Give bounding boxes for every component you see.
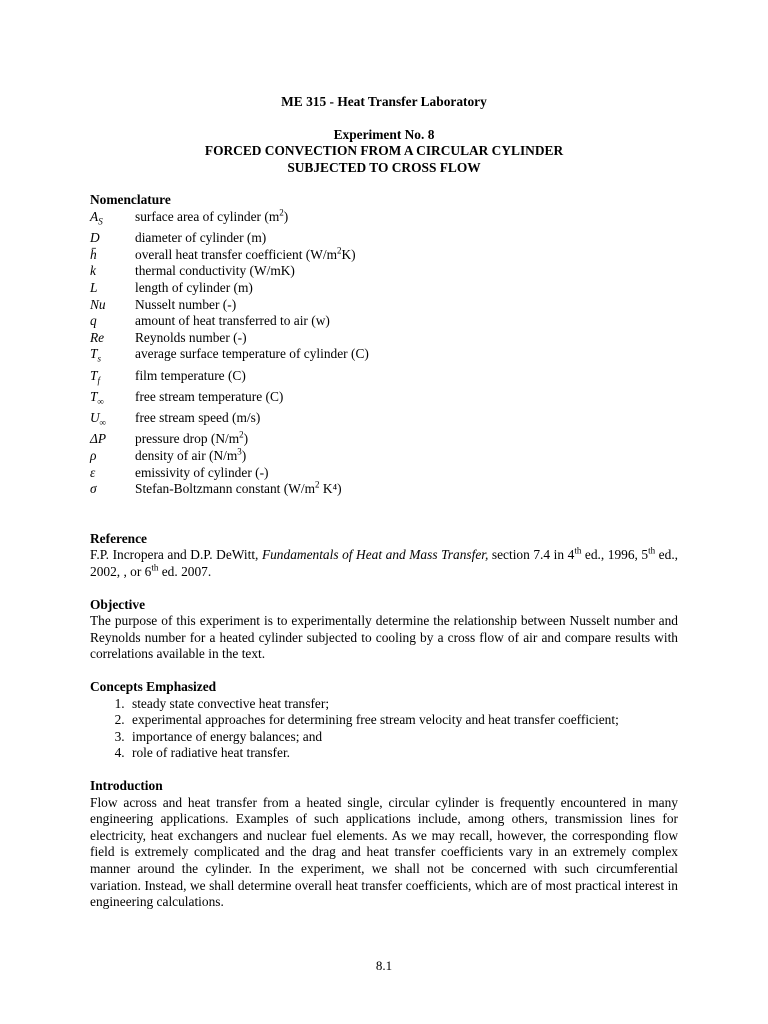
- objective-heading: Objective: [90, 596, 146, 612]
- definition-text: pressure drop (N/m: [135, 431, 240, 447]
- introduction-heading: Introduction: [90, 777, 163, 793]
- definition-superscript: 3: [237, 446, 242, 457]
- symbol-text: ε: [90, 464, 96, 480]
- nomenclature-symbol: [90, 263, 135, 280]
- nomenclature-symbol: [90, 297, 135, 314]
- nomenclature-row: [90, 448, 678, 465]
- nomenclature-definition: [135, 389, 283, 410]
- concepts-heading: Concepts Emphasized: [90, 678, 217, 694]
- objective-section: [90, 597, 678, 663]
- definition-tail: ): [243, 431, 249, 447]
- page-content: [90, 94, 678, 911]
- definition-text: average surface temperature of cylinder (C): [135, 346, 369, 362]
- nomenclature-row: [90, 330, 678, 347]
- symbol-text: Nu: [90, 296, 106, 312]
- nomenclature-symbol: [90, 346, 135, 367]
- nomenclature-symbol: [90, 448, 135, 465]
- reference-heading: Reference: [90, 530, 147, 546]
- nomenclature-symbol: [90, 389, 135, 410]
- symbol-text: Re: [90, 329, 105, 345]
- nomenclature-row: [90, 431, 678, 448]
- nomenclature-symbol: [90, 410, 135, 431]
- nomenclature-definition: [135, 209, 288, 230]
- reference-segment: ed. 2007.: [158, 564, 212, 580]
- nomenclature-row: [90, 297, 678, 314]
- symbol-subscript: S: [98, 216, 103, 227]
- symbol-text: T: [90, 367, 98, 383]
- nomenclature-row: [90, 465, 678, 482]
- definition-text: length of cylinder (m): [135, 280, 253, 296]
- symbol-text: ΔP: [90, 431, 107, 447]
- nomenclature-definition: [135, 410, 260, 431]
- symbol-text: U: [90, 410, 100, 426]
- nomenclature-symbol: [90, 481, 135, 498]
- definition-text: diameter of cylinder (m): [135, 230, 267, 246]
- symbol-text: L: [90, 280, 98, 296]
- symbol-text: T: [90, 388, 98, 404]
- reference-superscript: th: [151, 562, 159, 573]
- nomenclature-definition: [135, 431, 248, 448]
- symbol-text: h̄: [90, 246, 97, 262]
- nomenclature-definition: [135, 465, 269, 482]
- concepts-list: [90, 696, 678, 762]
- concept-item: 1. steady state convective heat transfer;: [128, 696, 678, 713]
- nomenclature-row: [90, 230, 678, 247]
- nomenclature-definition: [135, 330, 247, 347]
- definition-superscript: 2: [314, 479, 320, 490]
- nomenclature-section: [90, 192, 678, 497]
- experiment-title-line-2: SUBJECTED TO CROSS FLOW: [287, 159, 481, 175]
- nomenclature-symbol: [90, 465, 135, 482]
- definition-text: Nusselt number (-): [135, 296, 237, 312]
- reference-superscript: th: [648, 545, 656, 556]
- symbol-text: T: [90, 346, 98, 362]
- nomenclature-row: [90, 280, 678, 297]
- nomenclature-symbol: [90, 230, 135, 247]
- reference-section: [90, 531, 678, 581]
- experiment-title-line-1: FORCED CONVECTION FROM A CIRCULAR CYLINDER: [204, 143, 564, 159]
- nomenclature-row: [90, 410, 678, 431]
- nomenclature-heading: Nomenclature: [90, 192, 171, 208]
- nomenclature-definition: [135, 263, 295, 280]
- page-number: 8.1: [375, 958, 393, 973]
- definition-text: amount of heat transferred to air (w): [135, 313, 330, 329]
- nomenclature-row: [90, 209, 678, 230]
- nomenclature-definition: [135, 346, 369, 367]
- reference-segment: ed., 2002, , or 6: [90, 547, 679, 580]
- definition-text: emissivity of cylinder (-): [135, 464, 269, 480]
- symbol-subscript: ∞: [97, 396, 104, 407]
- nomenclature-list: [90, 209, 678, 498]
- symbol-subscript: ∞: [99, 417, 107, 428]
- symbol-text: σ: [90, 481, 97, 497]
- nomenclature-symbol: [90, 368, 135, 389]
- definition-text: film temperature (C): [135, 367, 246, 383]
- concepts-section: [90, 679, 678, 762]
- nomenclature-symbol: [90, 209, 135, 230]
- concept-item: 4. role of radiative heat transfer.: [128, 745, 678, 762]
- experiment-number: Experiment No. 8: [333, 126, 435, 142]
- definition-text: surface area of cylinder (m: [135, 208, 280, 224]
- reference-segment: section 7.4 in 4: [488, 547, 575, 563]
- nomenclature-definition: [135, 247, 356, 264]
- symbol-text: A: [90, 208, 99, 224]
- introduction-section: [90, 778, 678, 911]
- nomenclature-definition: [135, 297, 236, 314]
- nomenclature-definition: [135, 368, 246, 389]
- objective-text: The purpose of this experiment is to experimentally determine the relationship between Nusselt number and Reynolds number for a heated cylinder subjected to cooling by a cross flow of air and compare results with correlations available in the text.: [90, 613, 678, 662]
- nomenclature-symbol: [90, 431, 135, 448]
- symbol-subscript: f: [97, 375, 100, 386]
- definition-tail: K): [341, 246, 356, 262]
- definition-superscript: 2: [279, 207, 284, 218]
- reference-authors: F.P. Incropera and D.P. DeWitt,: [90, 547, 262, 563]
- nomenclature-row: [90, 368, 678, 389]
- symbol-subscript: s: [97, 354, 101, 365]
- nomenclature-symbol: [90, 280, 135, 297]
- nomenclature-symbol: [90, 313, 135, 330]
- reference-book-title: Fundamentals of Heat and Mass Transfer,: [261, 547, 489, 563]
- definition-tail: ): [283, 208, 289, 224]
- definition-text: density of air (N/m: [135, 448, 238, 464]
- definition-text: overall heat transfer coefficient (W/m: [135, 246, 337, 262]
- definition-superscript: 2: [337, 245, 342, 256]
- definition-text: Stefan-Boltzmann constant (W/m: [135, 481, 315, 497]
- nomenclature-row: [90, 263, 678, 280]
- nomenclature-row: [90, 346, 678, 367]
- nomenclature-definition: [135, 230, 266, 247]
- nomenclature-row: [90, 313, 678, 330]
- nomenclature-symbol: [90, 330, 135, 347]
- reference-text: [90, 547, 678, 580]
- concept-item: 2. experimental approaches for determining free stream velocity and heat transfer coefficient;: [128, 712, 678, 729]
- nomenclature-symbol: [90, 247, 135, 264]
- definition-text: free stream speed (m/s): [135, 410, 261, 426]
- reference-superscript: th: [574, 545, 582, 556]
- symbol-text: q: [90, 313, 97, 329]
- definition-tail: K⁴): [319, 481, 342, 497]
- nomenclature-definition: [135, 448, 246, 465]
- symbol-text: D: [90, 230, 100, 246]
- course-title: ME 315 - Heat Transfer Laboratory: [281, 94, 487, 109]
- introduction-text: Flow across and heat transfer from a heated single, circular cylinder is frequently encountered in many engineering applications. Examples of such applications include, among others, transmission lines for electricity, heat exchangers and nuclear fuel elements. As we may recall, however, the corresponding flow field is extremely complicated and the drag and heat transfer coefficients vary in an extremely complex manner around the cylinder. In the experiment, we shall not be concerned with such circumferential variation. Instead, we shall determine overall heat transfer coefficients, which are of most practical interest in engineering calculations.: [90, 794, 678, 910]
- nomenclature-row: [90, 389, 678, 410]
- symbol-text: ρ: [90, 448, 97, 464]
- definition-text: free stream temperature (C): [135, 388, 284, 404]
- nomenclature-definition: [135, 481, 342, 498]
- nomenclature-row: [90, 247, 678, 264]
- definition-text: Reynolds number (-): [135, 329, 247, 345]
- concept-item: 3. importance of energy balances; and: [128, 729, 678, 746]
- definition-text: thermal conductivity (W/mK): [135, 263, 295, 279]
- reference-segment: ed., 1996, 5: [581, 547, 649, 563]
- nomenclature-definition: [135, 313, 330, 330]
- nomenclature-row: [90, 481, 678, 498]
- nomenclature-definition: [135, 280, 253, 297]
- definition-tail: ): [241, 448, 247, 464]
- symbol-text: k: [90, 263, 96, 279]
- definition-superscript: 2: [239, 429, 244, 440]
